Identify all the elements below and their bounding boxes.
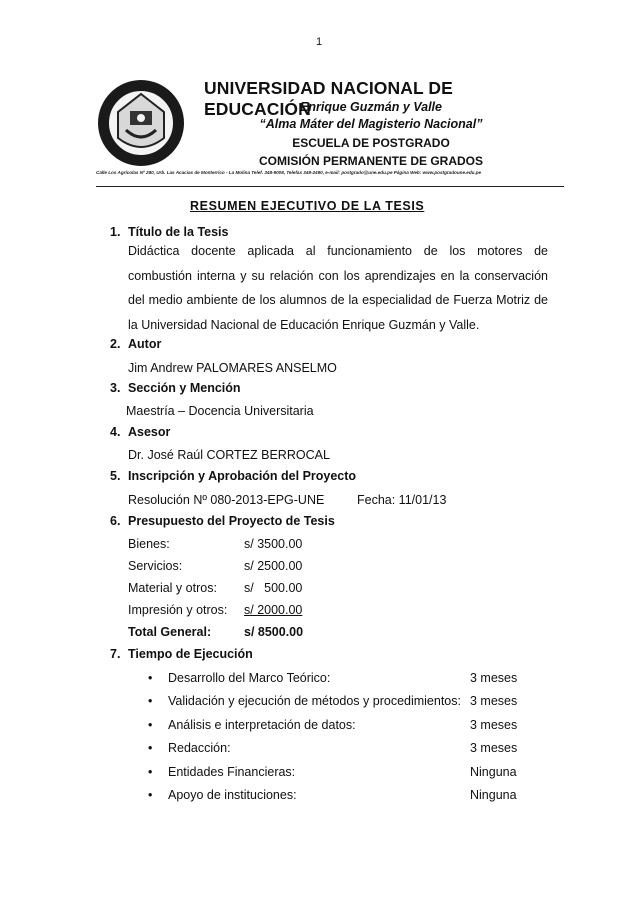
section-mention-text: Maestría – Docencia Universitaria (126, 404, 314, 418)
schedule-value: 3 meses (470, 694, 518, 708)
section-heading: 5. Inscripción y Aprobación del Proyecto (110, 469, 357, 483)
school-name: ESCUELA DE POSTGRADO (292, 136, 450, 150)
header-divider (96, 186, 564, 187)
section-heading: 6. Presupuesto del Proyecto de Tesis (110, 514, 335, 528)
budget-row: Bienes: s/ 3500.00 (128, 537, 303, 551)
bullet-icon: • (148, 694, 153, 708)
section-heading: 1. Título de la Tesis (110, 225, 229, 239)
thesis-title-text: Didáctica docente aplicada al funcionamiento de los motores de combustión interna y su relación con los aprendizajes en la conservación del medio ambiente de los alumnos de la especialidad de Fuerza Motriz de la Universidad Nacional de Educación Enrique Guzmán y Valle. (128, 244, 548, 332)
document-title: RESUMEN EJECUTIVO DE LA TESIS (190, 199, 425, 213)
advisor-name: Dr. José Raúl CORTEZ BERROCAL (128, 448, 330, 462)
university-motto: “Alma Máter del Magisterio Nacional” (259, 117, 483, 131)
section-heading: 3. Sección y Mención (110, 381, 241, 395)
resolution-text: Resolución Nº 080-2013-EPG-UNE (128, 493, 325, 507)
commission-name: COMISIÓN PERMANENTE DE GRADOS (258, 154, 483, 168)
schedule-value: Ninguna (470, 765, 517, 779)
resolution-date: Fecha: 11/01/13 (357, 493, 447, 507)
budget-total-row: Total General: s/ 8500.00 (128, 625, 304, 639)
author-name: Jim Andrew PALOMARES ANSELMO (128, 361, 337, 375)
university-name: UNIVERSIDAD NACIONAL DE EDUCACIÓN (204, 78, 453, 119)
bullet-icon: • (148, 765, 153, 779)
schedule-value: 3 meses (470, 671, 518, 685)
budget-row: Material y otros: s/ 500.00 (128, 581, 303, 595)
section-heading: 2. Autor (110, 337, 162, 351)
budget-row: Impresión y otros: s/ 2000.00 (128, 603, 303, 617)
bullet-icon: • (148, 788, 153, 802)
bullet-icon: • (148, 671, 153, 685)
bullet-icon: • (148, 741, 153, 755)
page-number: 1 (315, 36, 323, 48)
schedule-value: 3 meses (470, 741, 518, 755)
contact-line: Calle Los Agrícolas Nº 280, Urb. Las Acacias de Monterrico - La Molina Telef. 348-9008, Telefax 349-2490, e-mail: postgrado@une.edu.pe Página Web: www.postgradoune.edu.pe (96, 170, 482, 175)
university-seal-logo (96, 78, 186, 168)
section-heading: 4. Asesor (110, 425, 171, 439)
schedule-value: 3 meses (470, 718, 518, 732)
budget-row: Servicios: s/ 2500.00 (128, 559, 303, 573)
university-subtitle: Enrique Guzmán y Valle (300, 100, 442, 114)
section-heading: 7. Tiempo de Ejecución (110, 647, 253, 661)
bullet-icon: • (148, 718, 153, 732)
schedule-value: Ninguna (470, 788, 517, 802)
